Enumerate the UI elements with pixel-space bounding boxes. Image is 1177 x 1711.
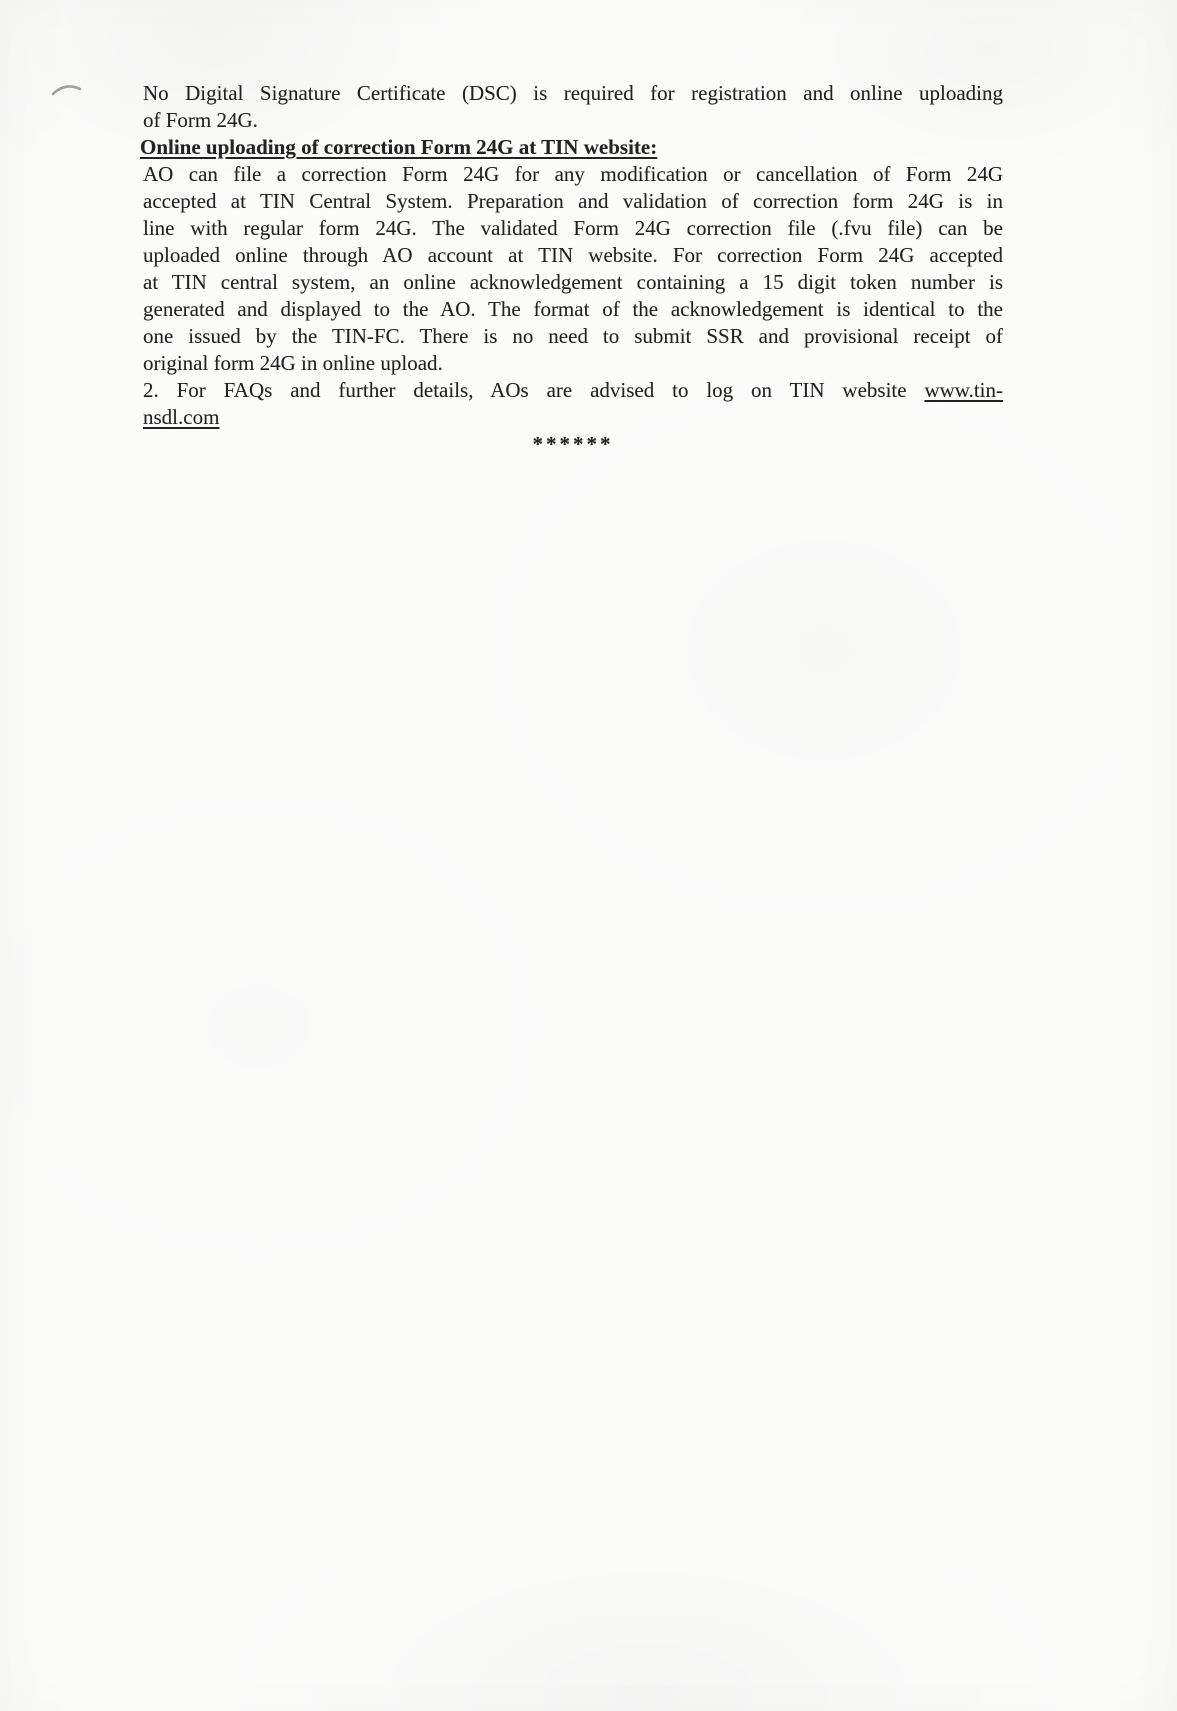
text-line: accepted at TIN Central System. Preparation and validation of correction form 24G is in [143, 189, 1003, 213]
document-text-block [140, 80, 1004, 458]
tin-website-link: www.tin- [924, 378, 1004, 402]
text-line: generated and displayed to the AO. The format of the acknowledgement is identical to the [143, 297, 1003, 321]
text-line: AO can file a correction Form 24G for any modification or cancellation of Form 24G [143, 162, 1003, 186]
text-line: at TIN central system, an online acknowledgement containing a 15 digit token number is [143, 270, 1003, 294]
separator-asterisks: ****** [532, 432, 614, 456]
text-line [143, 404, 1003, 431]
tin-website-link: nsdl.com [143, 405, 220, 429]
text-line: one issued by the TIN-FC. There is no need to submit SSR and provisional receipt of [143, 324, 1003, 348]
text-line: line with regular form 24G. The validated Form 24G correction file (.fvu file) can be [143, 216, 1003, 240]
text-line: of Form 24G. [143, 108, 258, 132]
pen-arc-mark [50, 79, 84, 99]
text-line [143, 377, 1003, 404]
section-heading: Online uploading of correction Form 24G at TIN website: [140, 135, 658, 159]
text-run: 2. For FAQs and further details, AOs are advised to log on TIN website [143, 378, 907, 402]
text-line: uploaded online through AO account at TIN website. For correction Form 24G accepted [143, 243, 1003, 267]
text-line: original form 24G in online upload. [143, 351, 443, 375]
text-line: No Digital Signature Certificate (DSC) is required for registration and online uploading [143, 81, 1003, 105]
